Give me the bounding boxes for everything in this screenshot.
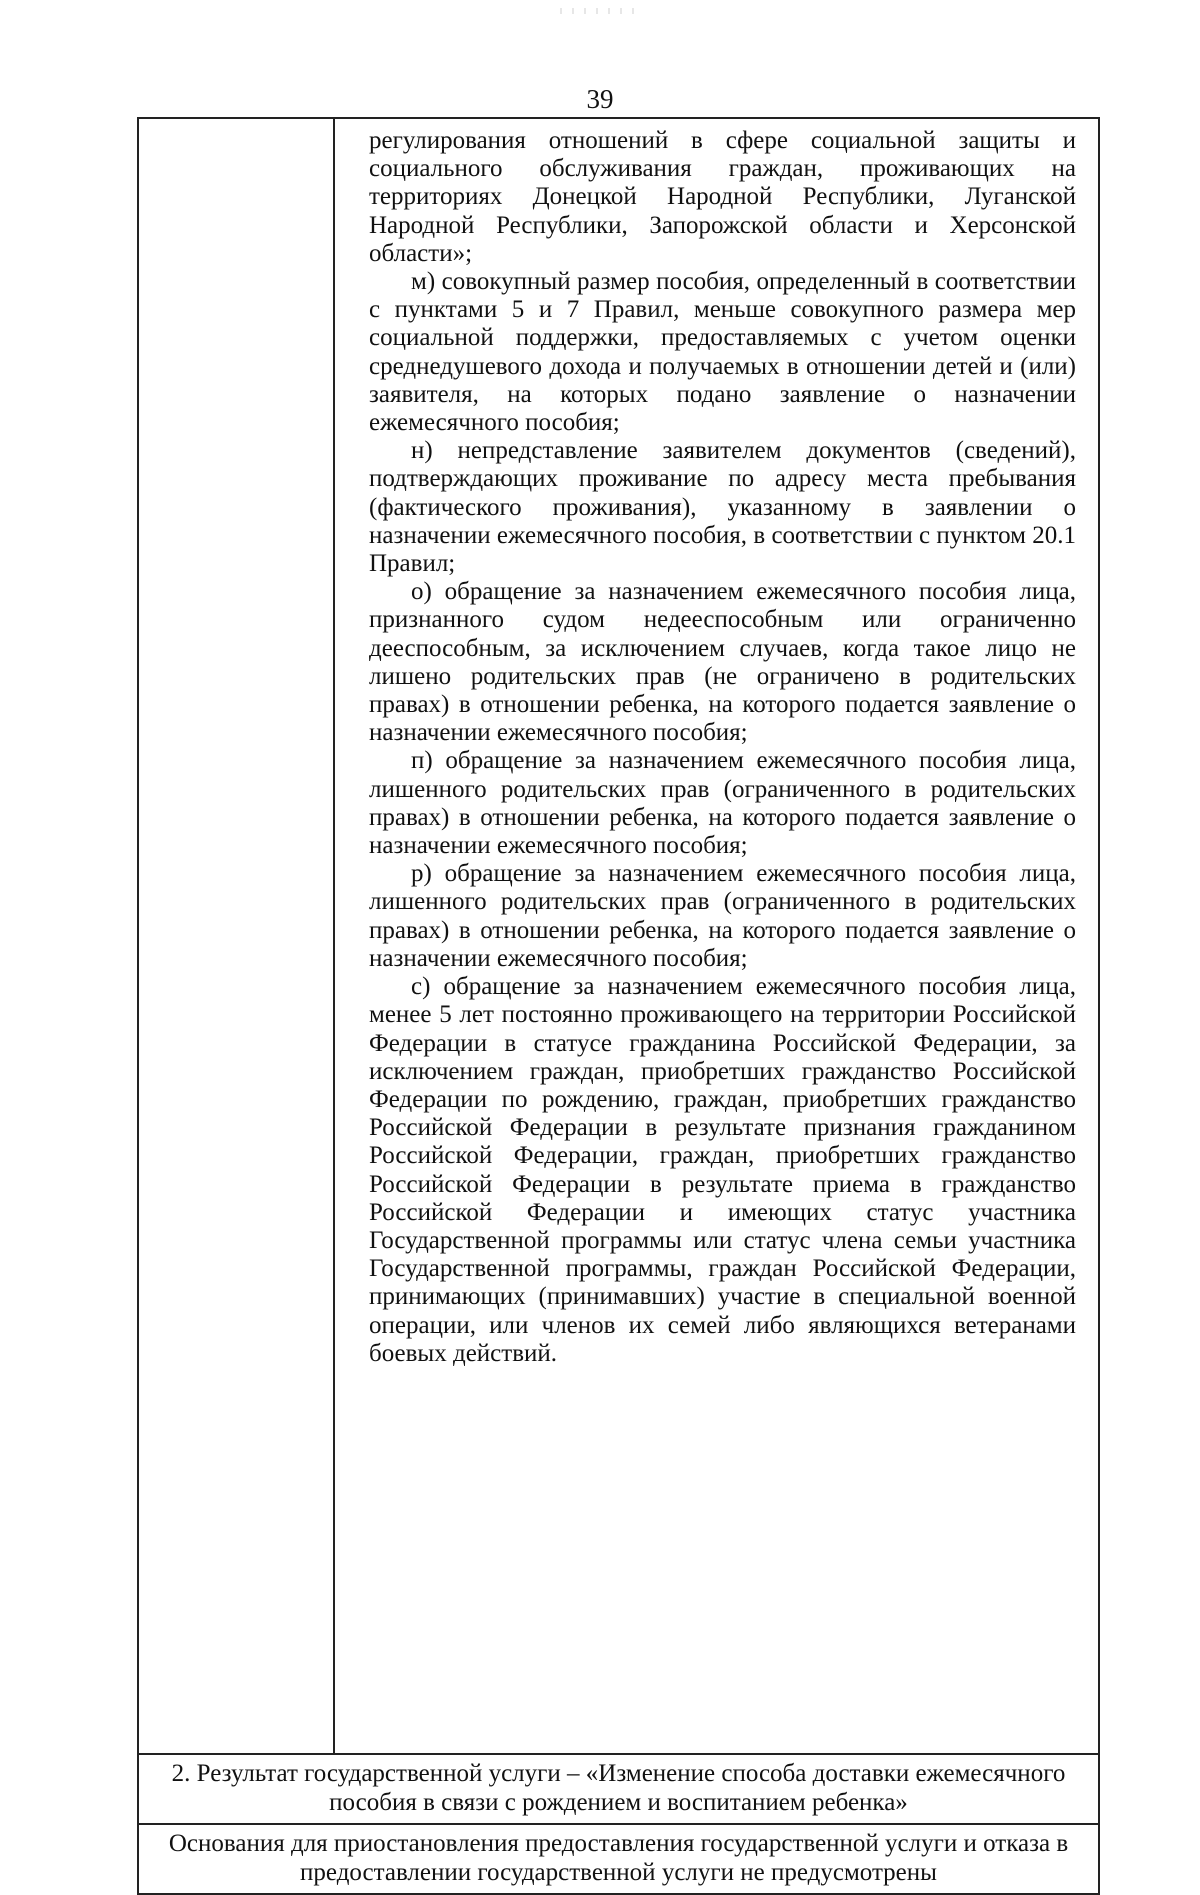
content-cell <box>334 118 1099 1754</box>
paragraph-item-p: п) обращение за назначением ежемесячного пособия лица, лишенного родительских прав (ограниченного в родительских правах) в отношении ребенка, на которого подается заявление о назначении ежемесячного пособия; <box>369 747 1076 860</box>
table-row-continuation <box>138 118 1099 1754</box>
left-empty-cell <box>138 118 334 1754</box>
grounds-text: Основания для приостановления предоставления государственной услуги и отказа в предоставлении государственной услуги не предусмотрены <box>138 1824 1099 1894</box>
paragraph-item-s: с) обращение за назначением ежемесячного пособия лица, менее 5 лет постоянно проживающего на территории Российской Федерации в статусе гражданина Российской Федерации, за исключением граждан, приобретших гражданство Российской Федерации по рождению, граждан, приобретших гражданство Российской Федерации в результате признания гражданином Российской Федерации, граждан, приобретших гражданство Российской Федерации в результате приема в гражданство Российской Федерации и имеющих статус участника Государственной программы или статус члена семьи участника Государственной программы, граждан Российской Федерации, принимающих (принимавших) участие в специальной военной операции, или членов их семей либо являющихся ветеранами боевых действий. <box>369 973 1076 1367</box>
paragraph-continuation: регулирования отношений в сфере социальной защиты и социального обслуживания граждан, проживающих на территориях Донецкой Народной Республики, Луганской Народной Республики, Запорожской области и Херсонской области»; <box>369 127 1076 267</box>
scan-artifact <box>560 8 640 14</box>
paragraph-item-r: р) обращение за назначением ежемесячного пособия лица, лишенного родительских прав (ограниченного в родительских правах) в отношении ребенка, на которого подается заявление о назначении ежемесячного пособия; <box>369 860 1076 972</box>
table-row-result <box>138 1754 1099 1824</box>
result-heading: 2. Результат государственной услуги – «Изменение способа доставки ежемесячного пособия в связи с рождением и воспитанием ребенка» <box>138 1754 1099 1824</box>
paragraph-item-o: о) обращение за назначением ежемесячного пособия лица, признанного судом недееспособным или ограниченно дееспособным, за исключением случаев, когда такое лицо не лишено родительских прав (не ограничено в родительских правах) в отношении ребенка, на которого подается заявление о назначении ежемесячного пособия; <box>369 578 1076 747</box>
document-table <box>137 117 1100 1895</box>
paragraph-item-m: м) совокупный размер пособия, определенный в соответствии с пунктами 5 и 7 Правил, меньше совокупного размера мер социальной поддержки, предоставляемых с учетом оценки среднедушевого дохода и получаемых в отношении детей и (или) заявителя, на которых подано заявление о назначении ежемесячного пособия; <box>369 268 1076 437</box>
paragraph-item-n: н) непредставление заявителем документов (сведений), подтверждающих проживание по адресу места пребывания (фактического проживания), указанному в заявлении о назначении ежемесячного пособия, в соответствии с пунктом 20.1 Правил; <box>369 437 1076 578</box>
table-row-grounds <box>138 1824 1099 1894</box>
page-number: 39 <box>586 84 614 114</box>
